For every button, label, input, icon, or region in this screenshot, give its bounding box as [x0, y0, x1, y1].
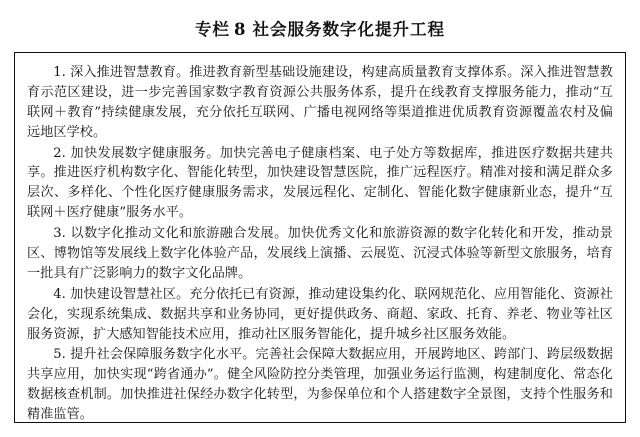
box-label: 专栏	[195, 20, 230, 39]
box-number: 8	[234, 20, 247, 39]
page-title	[14, 16, 626, 40]
paragraph-2: 2. 加快发展数字健康服务。加快完善电子健康档案、电子处方等数据库，推进医疗数据共建共享。推进医疗机构数字化、智能化转型，加快建设智慧医院，推广远程医疗。精准对接和满足群众多层次、多样化、个性化医疗健康服务需求，发展远程化、定制化、智能化数字健康新业态，提升“互联网＋医疗健康”服务水平。	[27, 145, 613, 221]
paragraph-1: 1. 深入推进智慧教育。推进教育新型基础设施建设，构建高质量教育支撑体系。深入推进智慧教育示范区建设，进一步完善国家数字教育资源公共服务体系，提升在线教育支撑服务能力，推动“互联网＋教育”持续健康发展，充分依托互联网、广播电视网络等渠道推进优质教育资源覆盖农村及偏远地区学校。	[27, 65, 613, 140]
content-frame	[14, 52, 626, 423]
paragraph-4: 4. 加快建设智慧社区。充分依托已有资源，推动建设集约化、联网规范化、应用智能化、资源社会化，实现系统集成、数据共享和业务协同，更好提供政务、商超、家政、托育、养老、物业等社区服务资源，扩大感知智能技术应用，推动社区服务智能化，提升城乡社区服务效能。	[27, 286, 613, 342]
box-title-text: 社会服务数字化提升工程	[252, 20, 445, 39]
paragraph-3: 3. 以数字化推动文化和旅游融合发展。加快优秀文化和旅游资源的数字化转化和开发，推动景区、博物馆等发展线上数字化体验产品，发展线上演播、云展览、沉浸式体验等新型文旅服务，培育一批具有广泛影响力的数字文化品牌。	[27, 226, 613, 281]
paragraph-5: 5. 提升社会保障服务数字化水平。完善社会保障大数据应用，开展跨地区、跨部门、跨层级数据共享应用，加快实现“跨省通办”。健全风险防控分类管理，加强业务运行监测，构建制度化、常态化数据核查机制。加快推进社保经办数字化转型，为参保单位和个人搭建数字全景图，支持个性服务和精准监管。	[27, 347, 613, 423]
